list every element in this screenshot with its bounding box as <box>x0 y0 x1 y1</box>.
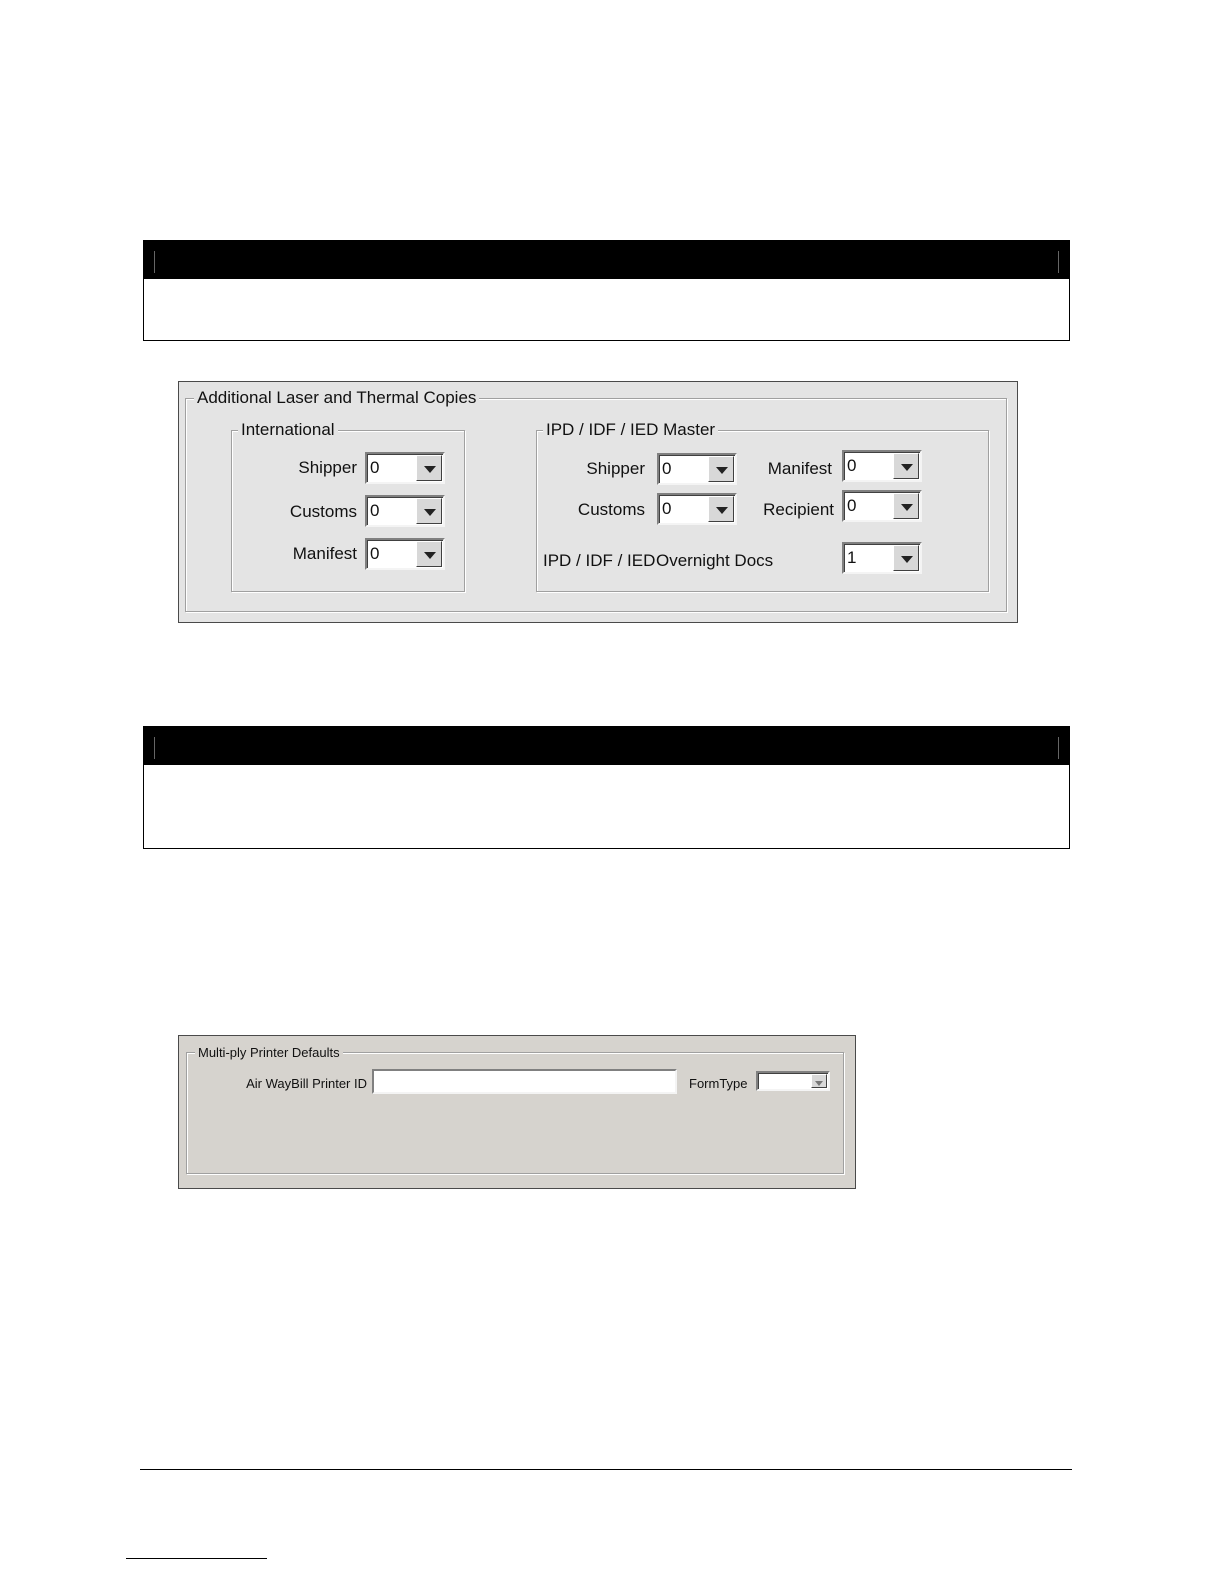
footnote-divider <box>126 1558 267 1559</box>
bar-tick-left <box>154 251 155 273</box>
bar-tick-right <box>1058 251 1059 273</box>
bar-tick-right <box>1058 737 1059 759</box>
ipd-recipient-select[interactable] <box>842 490 922 522</box>
multiply-printer-screenshot <box>178 1035 856 1189</box>
international-title: International <box>238 420 338 440</box>
chevron-down-icon[interactable] <box>811 1074 827 1088</box>
ipd-recipient-value: 0 <box>847 496 857 515</box>
intl-shipper-label: Shipper <box>298 458 357 477</box>
ipd-master-title: IPD / IDF / IED Master <box>543 420 718 440</box>
intl-manifest-value: 0 <box>370 544 380 563</box>
ipd-manifest-label: Manifest <box>767 459 832 478</box>
intl-customs-select[interactable] <box>365 495 445 527</box>
ipd-shipper-select[interactable] <box>657 453 737 485</box>
ipd-manifest-value: 0 <box>847 456 857 475</box>
printer-id-input[interactable] <box>372 1069 677 1094</box>
intl-shipper-value: 0 <box>370 458 380 477</box>
ipd-shipper-label: Shipper <box>586 459 645 478</box>
ipd-recipient-label: Recipient <box>763 500 834 519</box>
chevron-down-icon[interactable] <box>416 498 442 524</box>
chevron-down-icon[interactable] <box>893 453 919 479</box>
ipd-master-group <box>536 420 989 592</box>
note-header-bar <box>144 241 1069 279</box>
ipd-customs-select[interactable] <box>657 493 737 525</box>
intl-shipper-select[interactable] <box>365 452 445 484</box>
overnight-prefix-label: IPD / IDF / IED <box>543 551 656 570</box>
overnight-docs-value: 1 <box>847 548 857 567</box>
chevron-down-icon[interactable] <box>893 545 919 571</box>
chevron-down-icon[interactable] <box>708 456 734 482</box>
formtype-select[interactable] <box>756 1071 830 1091</box>
ipd-customs-label: Customs <box>577 500 645 519</box>
intl-manifest-label: Manifest <box>292 544 357 563</box>
printer-id-label: Air WayBill Printer ID <box>246 1076 367 1091</box>
chevron-down-icon[interactable] <box>893 493 919 519</box>
laser-thermal-copies-group <box>185 388 1007 612</box>
overnight-docs-select[interactable] <box>842 542 922 574</box>
laser-thermal-copies-screenshot <box>178 381 1018 623</box>
chevron-down-icon[interactable] <box>416 541 442 567</box>
chevron-down-icon[interactable] <box>416 455 442 481</box>
international-group <box>231 420 465 592</box>
ipd-manifest-select[interactable] <box>842 450 922 482</box>
intl-manifest-select[interactable] <box>365 538 445 570</box>
overnight-docs-label: Overnight Docs <box>656 551 774 570</box>
multiply-printer-group <box>186 1045 844 1174</box>
multiply-printer-title: Multi-ply Printer Defaults <box>195 1045 343 1060</box>
note-box-1 <box>143 240 1070 341</box>
note-box-2 <box>143 726 1070 849</box>
laser-thermal-copies-title: Additional Laser and Thermal Copies <box>194 388 479 408</box>
ipd-shipper-value: 0 <box>662 459 672 478</box>
footer-divider <box>140 1469 1072 1470</box>
chevron-down-icon[interactable] <box>708 496 734 522</box>
formtype-label: FormType <box>689 1076 748 1091</box>
intl-customs-value: 0 <box>370 501 380 520</box>
intl-customs-label: Customs <box>289 502 357 521</box>
bar-tick-left <box>154 737 155 759</box>
note-header-bar <box>144 727 1069 765</box>
ipd-customs-value: 0 <box>662 499 672 518</box>
